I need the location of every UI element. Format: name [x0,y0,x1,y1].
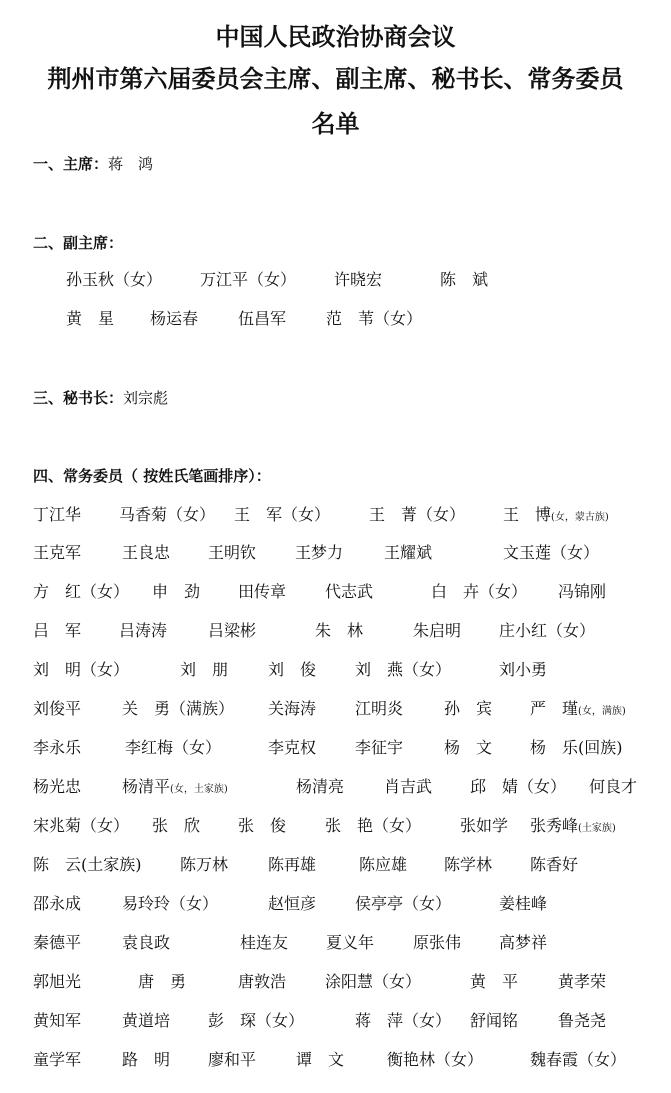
standing-member-name: 肖吉武 [384,777,433,796]
standing-member-name: 朱 林 [315,621,364,640]
standing-member-entry [122,699,234,719]
vice-chairman-name: 孙玉秋（女） [66,270,163,289]
standing-member-name: 童学军 [33,1050,82,1069]
standing-members-row [0,777,671,801]
standing-member-name: 王 军（女） [234,505,331,524]
standing-member-name: 文玉莲（女） [503,543,600,562]
standing-member-name: 陈应雄 [359,855,408,874]
vice-chairmen-row [0,309,671,333]
standing-member-name: 何良才 [589,777,638,796]
standing-member-entry [208,621,256,641]
standing-member-entry [234,505,330,525]
standing-member-entry [33,660,129,680]
standing-member-name: 刘 燕（女） [355,660,452,679]
standing-member-entry [122,777,228,800]
standing-member-name: 刘 朋 [180,660,229,679]
standing-member-entry [355,1011,451,1031]
standing-member-entry [558,1011,606,1031]
standing-member-name: 谭 文 [296,1050,345,1069]
standing-member-name: 袁良政 [122,933,171,952]
standing-member-entry [152,816,200,836]
standing-members-row [0,738,671,762]
standing-member-name: 江明炎 [355,699,404,718]
standing-member-name: 王良忠 [122,543,171,562]
standing-member-name: 刘俊平 [33,699,82,718]
standing-member-entry [589,777,637,797]
standing-member-entry [208,1050,256,1070]
standing-member-name: 王 菁（女） [369,505,466,524]
standing-member-entry [122,894,218,914]
standing-member-entry [268,660,316,680]
standing-members-row [0,933,671,957]
standing-member-entry [444,699,492,719]
standing-member-entry [119,621,167,641]
standing-member-entry [460,816,508,836]
standing-member-name: 申 劲 [152,582,201,601]
standing-members-row [0,972,671,996]
standing-member-entry [355,738,403,758]
standing-member-entry [33,855,142,875]
standing-member-entry [119,505,215,525]
standing-member-entry [296,777,344,797]
standing-member-name: 陈再雄 [268,855,317,874]
secretary-general-section [33,387,168,408]
standing-member-entry [470,1011,518,1031]
standing-member-name: 邵永成 [33,894,82,913]
standing-member-name: 吕 军 [33,621,82,640]
standing-member-name: 张如学 [460,816,509,835]
standing-member-entry [530,816,616,839]
vice-chairman-name: 伍昌军 [238,309,287,328]
standing-member-entry [503,543,599,563]
standing-member-name: 庄小红（女） [499,621,596,640]
standing-members-heading: 四、常务委员（ 按姓氏笔画排序）： [33,467,271,485]
standing-member-name: 舒闻铭 [470,1011,519,1030]
standing-member-entry [180,660,228,680]
standing-member-name: 李征宇 [355,738,404,757]
standing-member-name: 刘 明（女） [33,660,130,679]
standing-member-entry [444,738,492,758]
document-title-line3: 名单 [311,110,360,138]
vice-chairman-name: 许晓宏 [334,270,383,289]
standing-member-entry [268,738,316,758]
standing-members-row [0,1050,671,1074]
standing-member-entry [33,1011,81,1031]
standing-member-name: 吕涛涛 [119,621,168,640]
standing-member-entry [33,543,81,563]
standing-member-entry [268,855,316,875]
standing-member-name: 涂阳慧（女） [325,972,422,991]
standing-member-entry [444,855,492,875]
standing-member-name: 张 俊 [238,816,287,835]
standing-member-entry [33,621,81,641]
standing-members-row [0,582,671,606]
standing-member-name: 杨 文 [444,738,493,757]
vice-chairman-name: 黄 星 [66,309,115,328]
standing-member-name: 陈学林 [444,855,493,874]
secretary-general-name: 刘宗彪 [123,389,169,407]
standing-member-entry [138,972,186,992]
standing-member-entry [470,777,566,797]
vice-chairman-name: 陈 斌 [440,270,489,289]
standing-member-entry [325,972,421,992]
standing-member-entry [558,582,606,602]
chairman-label: 一、主席： [33,155,109,173]
standing-member-name: 陈 云(土家族) [33,855,142,874]
vice-chairmen-row [0,270,671,294]
standing-member-entry [369,505,465,525]
standing-member-name: 黄孝荣 [558,972,607,991]
standing-member-name: 衡艳林（女） [387,1050,484,1069]
standing-member-name: 张 艳（女） [325,816,422,835]
standing-member-entry [325,582,373,602]
standing-member-name: 刘小勇 [499,660,548,679]
standing-members-row [0,894,671,918]
standing-member-name: 关海涛 [268,699,317,718]
vice-chairman-name: 杨运春 [150,309,199,328]
standing-member-name: 白 卉（女） [431,582,528,601]
standing-member-name: 朱启明 [413,621,462,640]
standing-member-name: 夏义年 [326,933,375,952]
standing-member-name: 赵恒彦 [268,894,317,913]
standing-member-entry [413,933,461,953]
standing-member-name: 关 勇（满族） [122,699,235,718]
standing-member-name: 杨清亮 [296,777,345,796]
standing-member-entry [413,621,461,641]
standing-member-name: 孙 宾 [444,699,493,718]
standing-member-entry [268,699,316,719]
standing-member-name: 陈万林 [180,855,229,874]
standing-member-entry [122,1050,170,1070]
standing-member-note: (女，蒙古族) [551,512,609,523]
standing-member-entry [33,777,81,797]
standing-member-name: 易玲玲（女） [122,894,219,913]
standing-member-name: 桂连友 [240,933,289,952]
standing-member-name: 邱 婧（女） [470,777,567,796]
standing-member-name: 侯亭亭（女） [355,894,452,913]
standing-member-entry [122,543,170,563]
standing-member-name: 吕梁彬 [208,621,257,640]
standing-member-entry [33,894,81,914]
standing-member-name: 方 红（女） [33,582,130,601]
standing-member-entry [384,543,432,563]
standing-member-entry [499,933,547,953]
standing-member-entry [359,855,407,875]
standing-members-row [0,660,671,684]
standing-member-name: 黄道培 [122,1011,171,1030]
standing-member-name: 杨清平 [122,777,171,796]
standing-member-entry [180,855,228,875]
standing-member-name: 李克权 [268,738,317,757]
standing-member-name: 陈香好 [530,855,579,874]
standing-member-entry [122,933,170,953]
standing-member-entry [208,543,256,563]
document-title-line2: 荆州市第六届委员会主席、副主席、秘书长、常务委员 [47,65,624,93]
standing-members-row [0,505,671,529]
chairman-section [33,153,153,174]
standing-member-name: 张 欣 [152,816,201,835]
standing-member-entry [268,894,316,914]
standing-members-row [0,621,671,645]
standing-member-entry [152,582,200,602]
standing-member-entry [33,738,81,758]
standing-member-name: 王耀斌 [384,543,433,562]
standing-member-entry [326,933,374,953]
standing-member-name: 姜桂峰 [499,894,548,913]
standing-member-entry [470,972,518,992]
standing-member-name: 彭 琛（女） [208,1011,305,1030]
standing-member-note: (女，土家族) [170,784,228,795]
standing-member-entry [33,699,81,719]
standing-member-entry [530,1050,626,1070]
standing-member-entry [296,1050,344,1070]
standing-member-name: 黄 平 [470,972,519,991]
standing-member-name: 唐 勇 [138,972,187,991]
standing-member-name: 路 明 [122,1050,171,1069]
standing-member-entry [503,505,609,528]
standing-member-entry [33,582,129,602]
standing-member-name: 张秀峰 [530,816,579,835]
standing-member-name: 刘 俊 [268,660,317,679]
standing-member-name: 秦德平 [33,933,82,952]
standing-member-entry [499,660,547,680]
secretary-general-label: 三、秘书长： [33,389,124,407]
document-title-line1: 中国人民政治协商会议 [215,23,456,51]
standing-member-name: 宋兆菊（女） [33,816,130,835]
standing-member-entry [33,816,129,836]
standing-member-note: (女，满族) [578,706,626,717]
standing-member-name: 丁江华 [33,505,82,524]
standing-member-name: 代志武 [325,582,374,601]
standing-member-entry [530,738,623,758]
standing-member-entry [325,816,421,836]
standing-member-name: 王 博 [503,505,552,524]
standing-member-name: 廖和平 [208,1050,257,1069]
standing-member-name: 田传章 [238,582,287,601]
standing-member-entry [33,933,81,953]
standing-members-row [0,543,671,567]
vice-chairman-name: 范 苇（女） [326,309,423,328]
standing-member-entry [208,1011,304,1031]
standing-member-entry [240,933,288,953]
standing-member-entry [125,738,221,758]
standing-member-note: (土家族) [578,823,616,834]
standing-member-entry [355,699,403,719]
standing-member-entry [122,1011,170,1031]
standing-member-entry [355,660,451,680]
standing-member-name: 杨光忠 [33,777,82,796]
standing-member-entry [355,894,451,914]
standing-member-entry [558,972,606,992]
standing-member-entry [499,621,595,641]
standing-member-name: 李永乐 [33,738,82,757]
standing-member-name: 原张伟 [413,933,462,952]
standing-member-entry [33,1050,81,1070]
standing-members-row [0,855,671,879]
standing-member-name: 王梦力 [295,543,344,562]
standing-member-name: 魏春霞（女） [530,1050,627,1069]
standing-member-entry [384,777,432,797]
standing-member-entry [499,894,547,914]
standing-member-name: 王明钦 [208,543,257,562]
standing-member-name: 王克军 [33,543,82,562]
standing-member-name: 马香菊（女） [119,505,216,524]
standing-member-entry [387,1050,483,1070]
standing-member-name: 李红梅（女） [125,738,222,757]
vice-chairman-name: 万江平（女） [200,270,297,289]
standing-member-entry [238,816,286,836]
standing-member-name: 唐敦浩 [238,972,287,991]
standing-member-entry [315,621,363,641]
standing-member-entry [431,582,527,602]
standing-members-row [0,1011,671,1035]
standing-member-entry [295,543,343,563]
standing-members-label [33,465,271,486]
vice-chairmen-label [33,232,123,253]
chairman-name: 蒋 鸿 [108,155,154,173]
standing-member-name: 杨 乐(回族) [530,738,623,757]
standing-member-entry [238,582,286,602]
standing-member-name: 高梦祥 [499,933,548,952]
standing-member-entry [530,855,578,875]
standing-member-name: 蒋 萍（女） [355,1011,452,1030]
standing-member-entry [33,505,81,525]
standing-member-entry [530,699,626,722]
vice-chairmen-heading: 二、副主席： [33,234,124,252]
standing-members-row [0,699,671,723]
standing-member-entry [238,972,286,992]
standing-member-entry [33,972,81,992]
standing-member-name: 冯锦刚 [558,582,607,601]
standing-member-name: 严 瑾 [530,699,579,718]
standing-member-name: 郭旭光 [33,972,82,991]
standing-member-name: 鲁尧尧 [558,1011,607,1030]
standing-member-name: 黄知军 [33,1011,82,1030]
standing-members-row [0,816,671,840]
